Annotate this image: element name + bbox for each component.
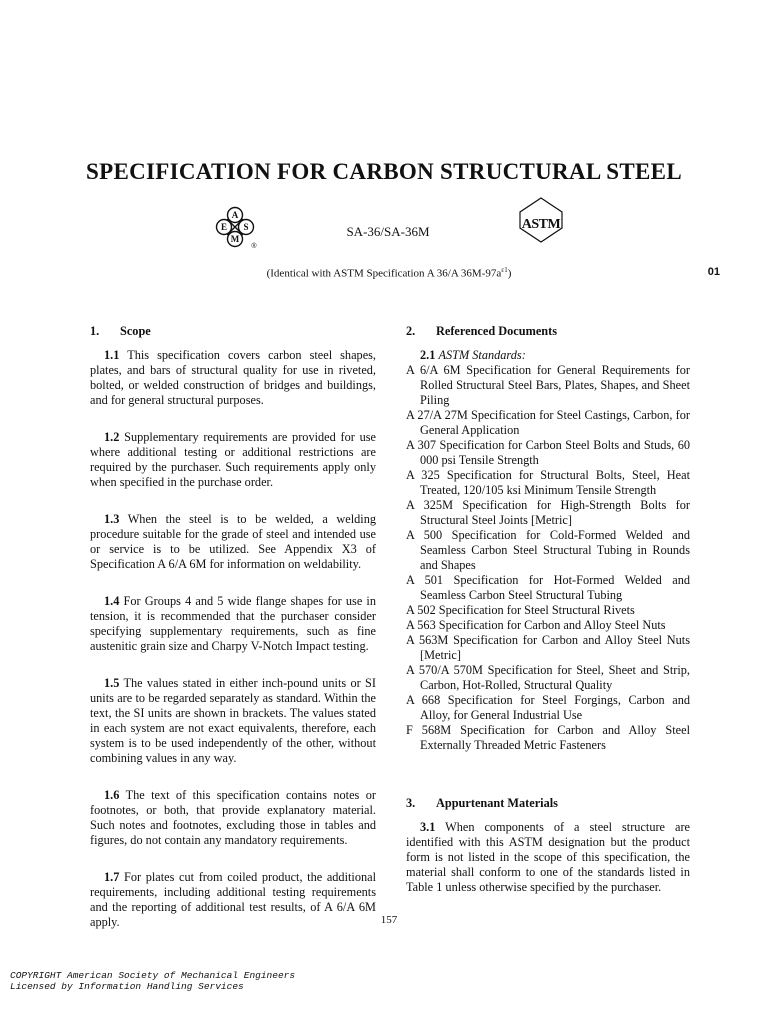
reference-item: A 502 Specification for Steel Structural Rivets <box>406 603 635 617</box>
asme-letter-a: A <box>231 210 239 220</box>
paragraph-number: 1.6 <box>104 788 120 802</box>
paragraph-text: For plates cut from coiled product, the additional requirements, including additional testing requirements and the reporting of additional test results, of A 6/A 6M apply. <box>90 870 377 929</box>
reference-item: A 307 Specification for Carbon Steel Bolts and Studs, 60 000 psi Tensile Strength <box>406 438 690 467</box>
section-heading-scope <box>90 324 376 339</box>
section-number: 2. <box>406 324 416 338</box>
scope-paragraph <box>90 430 376 490</box>
section-appurtenant-materials <box>406 796 690 895</box>
identical-superscript: ε1 <box>501 266 508 274</box>
astm-logo-icon <box>516 196 566 244</box>
identical-with-note <box>0 266 768 280</box>
paragraph-text: When components of a steel structure are identified with this ASTM designation but the product form is not listed in the scope of this specification, the material shall conform to one of the standards listed in Table 1 unless otherwise specified by the purchaser. <box>406 820 690 894</box>
reference-item: A 570/A 570M Specification for Steel, Sheet and Strip, Carbon, Hot-Rolled, Structural Quality <box>406 663 690 692</box>
asme-letter-m: M <box>230 234 240 244</box>
license-line: Licensed by Information Handling Services <box>10 981 244 992</box>
paragraph-number: 3.1 <box>420 820 436 834</box>
section-title: Appurtenant Materials <box>436 796 558 810</box>
document-title: SPECIFICATION FOR CARBON STRUCTURAL STEEL <box>86 159 682 184</box>
paragraph-number: 1.3 <box>104 512 120 526</box>
reference-item: F 568M Specification for Carbon and Alloy Steel Externally Threaded Metric Fasteners <box>406 723 690 752</box>
paragraph-text: The text of this specification contains notes or footnotes, or both, that provide explanatory material. Such notes and footnotes, excluding those in tables and figures, do not contain any mandatory requirements. <box>90 788 376 847</box>
section-title: Referenced Documents <box>436 324 557 338</box>
paragraph-text: This specification covers carbon steel shapes, plates, and bars of structural quality for use in riveted, bolted, or welded construction of bridges and buildings, and for general structural purposes. <box>90 348 377 407</box>
section-number: 1. <box>90 324 100 338</box>
reference-item: A 668 Specification for Steel Forgings, Carbon and Alloy, for General Industrial Use <box>406 693 690 722</box>
registered-mark: ® <box>251 243 257 250</box>
reference-item: A 325M Specification for High-Strength Bolts for Structural Steel Joints [Metric] <box>406 498 690 527</box>
subsection-number: 2.1 <box>420 348 436 362</box>
revision-marker: 01 <box>707 266 720 278</box>
scope-paragraph <box>90 676 376 766</box>
paragraph-text: Supplementary requirements are provided for use where additional testing or additional restrictions are required by the purchaser. Such requirements apply only when specified in the purchase order. <box>90 430 377 489</box>
reference-item: A 563M Specification for Carbon and Alloy Steel Nuts [Metric] <box>406 633 690 662</box>
asme-logo-icon <box>210 206 260 250</box>
right-column <box>406 324 690 895</box>
paragraph-number: 1.4 <box>104 594 120 608</box>
designation: SA-36/SA-36M <box>346 224 430 239</box>
section-heading-appurtenant-materials <box>406 796 690 811</box>
identical-close: ) <box>507 267 512 280</box>
asme-letter-e: E <box>220 222 228 232</box>
subsection-title: ASTM Standards: <box>438 348 526 362</box>
paragraph-number: 1.7 <box>104 870 120 884</box>
section-heading-referenced-documents <box>406 324 690 339</box>
reference-item: A 325 Specification for Structural Bolts, Steel, Heat Treated, 120/105 ksi Minimum Tensile Strength <box>406 468 690 497</box>
identical-text: (Identical with ASTM Specification A 36/A 36M-97a <box>266 267 502 280</box>
paragraph-number: 1.5 <box>104 676 120 690</box>
left-column <box>90 324 376 952</box>
subsection-heading <box>406 348 690 363</box>
scope-paragraph <box>90 594 376 654</box>
reference-item: A 500 Specification for Cold-Formed Welded and Seamless Carbon Steel Structural Tubing in Rounds and Shapes <box>406 528 690 572</box>
paragraph-text: The values stated in either inch-pound units or SI units are to be regarded separately as standard. Within the text, the SI units are shown in brackets. The values stated in each system are not exact equivalents, therefore, each system is to be used independently of the other, without combining values in any way. <box>90 676 376 765</box>
paragraph-number: 1.2 <box>104 430 120 444</box>
reference-item: A 501 Specification for Hot-Formed Welded and Seamless Carbon Steel Structural Tubing <box>406 573 690 602</box>
section-title: Scope <box>120 324 151 338</box>
scope-paragraph <box>90 788 376 848</box>
reference-item: A 563 Specification for Carbon and Alloy Steel Nuts <box>406 618 666 632</box>
reference-list <box>406 363 690 753</box>
section-number: 3. <box>406 796 416 810</box>
scope-paragraph <box>90 348 376 408</box>
reference-item: A 27/A 27M Specification for Steel Castings, Carbon, for General Application <box>406 408 690 437</box>
paragraph-number: 1.1 <box>104 348 120 362</box>
paragraph-text: When the steel is to be welded, a welding procedure suitable for the grade of steel and intended use or service is to be utilized. See Appendix X3 of Specification A 6/A 6M for information on weldability. <box>90 512 376 571</box>
page-number: 157 <box>380 914 398 926</box>
reference-item: A 6/A 6M Specification for General Requirements for Rolled Structural Steel Bars, Plates, Shapes, and Sheet Piling <box>406 363 690 407</box>
scope-paragraph <box>90 512 376 572</box>
asme-letter-s: S <box>243 222 249 232</box>
paragraph-text: For Groups 4 and 5 wide flange shapes for use in tension, it is recommended that the purchaser consider specifying supplementary requirements, such as fine austenitic grain size and Charpy V-Notch Impact testing. <box>90 594 377 653</box>
appurtenant-paragraph <box>406 820 690 895</box>
copyright-line: COPYRIGHT American Society of Mechanical Engineers <box>10 970 296 981</box>
astm-logo-letters: ASTM <box>521 217 561 232</box>
